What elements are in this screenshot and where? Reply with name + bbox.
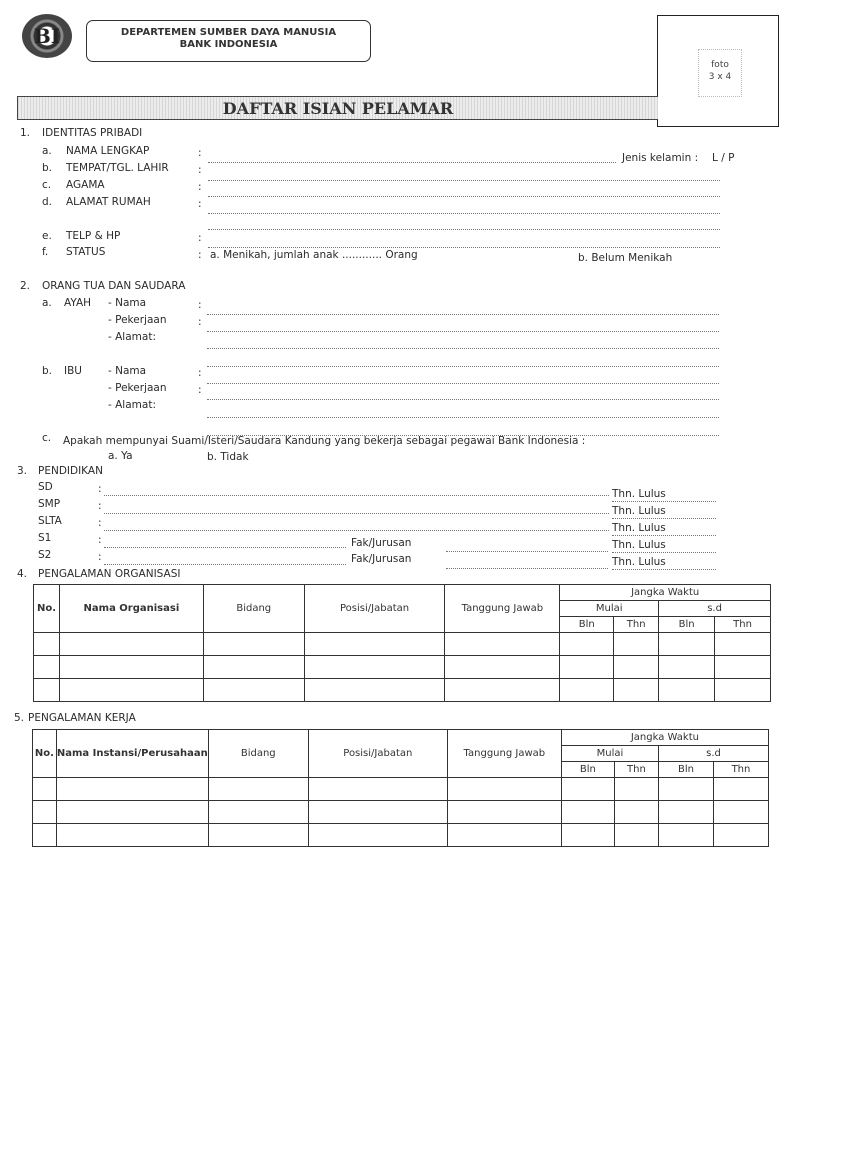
col-no: No. <box>33 730 57 778</box>
item-a-letter: a. <box>42 297 52 309</box>
col-mulai-bln: Bln <box>561 762 614 778</box>
department-name: DEPARTEMEN SUMBER DAYA MANUSIA <box>120 27 337 38</box>
colon: : <box>198 232 202 244</box>
smp-thn-lulus-label: Thn. Lulus <box>612 505 666 517</box>
organization-table <box>33 584 771 702</box>
col-sd-thn: Thn <box>715 617 771 633</box>
ayah-alamat-field[interactable] <box>207 348 719 349</box>
sd-thn-lulus-field[interactable] <box>612 501 716 502</box>
col-bidang: Bidang <box>203 585 304 633</box>
slta-field[interactable] <box>104 530 609 531</box>
colon: : <box>198 367 202 379</box>
ayah-pekerjaan-field[interactable] <box>207 331 719 332</box>
form-title-bar <box>17 96 658 120</box>
photo-placeholder <box>698 49 742 97</box>
col-mulai-thn: Thn <box>614 762 658 778</box>
department-box <box>86 20 371 62</box>
col-mulai: Mulai <box>560 601 659 617</box>
colon: : <box>98 551 102 563</box>
colon: : <box>98 483 102 495</box>
tempat-lahir-label: TEMPAT/TGL. LAHIR <box>66 162 169 174</box>
s1-fak-label: Fak/Jurusan <box>351 537 412 549</box>
table-row[interactable] <box>33 778 769 801</box>
section5-title: PENGALAMAN KERJA <box>28 712 136 724</box>
alamat-rumah-field[interactable] <box>208 213 720 214</box>
section4-number: 4. <box>17 568 28 580</box>
col-sd-bln: Bln <box>659 617 715 633</box>
relatives-option-no[interactable]: b. Tidak <box>207 451 249 463</box>
sd-label: SD <box>38 481 53 493</box>
gender-options[interactable]: L / P <box>712 152 735 164</box>
s2-label: S2 <box>38 549 52 561</box>
ayah-nama-field[interactable] <box>207 314 719 315</box>
colon: : <box>98 500 102 512</box>
colon: : <box>98 534 102 546</box>
status-option-single[interactable]: b. Belum Menikah <box>578 252 673 264</box>
section3-number: 3. <box>17 465 28 477</box>
colon: : <box>198 384 202 396</box>
section3-title: PENDIDIKAN <box>38 465 103 477</box>
slta-thn-lulus-label: Thn. Lulus <box>612 522 666 534</box>
col-nama-organisasi: Nama Organisasi <box>59 585 203 633</box>
colon: : <box>198 299 202 311</box>
ayah-pekerjaan-label: - Pekerjaan <box>108 314 167 326</box>
relatives-question: Apakah mempunyai Suami/Isteri/Saudara Kandung yang bekerja sebagai pegawai Bank Indonesia : <box>63 435 586 447</box>
table-row[interactable] <box>34 633 771 656</box>
photo-box <box>657 15 779 127</box>
s2-thn-lulus-field[interactable] <box>612 569 716 570</box>
telp-hp-field[interactable] <box>208 247 720 248</box>
col-no: No. <box>34 585 60 633</box>
tempat-lahir-field[interactable] <box>208 180 720 181</box>
col-sd-bln: Bln <box>659 762 714 778</box>
work-experience-table <box>32 729 769 847</box>
ibu-nama-field[interactable] <box>207 383 719 384</box>
agama-field[interactable] <box>208 196 720 197</box>
slta-thn-lulus-field[interactable] <box>612 535 716 536</box>
table-row[interactable] <box>34 656 771 679</box>
colon: : <box>98 517 102 529</box>
smp-field[interactable] <box>104 513 609 514</box>
alamat-rumah-label: ALAMAT RUMAH <box>66 196 151 208</box>
table-header-row <box>33 730 769 746</box>
ibu-nama-label: - Nama <box>108 365 147 377</box>
form-title: DAFTAR ISIAN PELAMAR <box>222 99 454 118</box>
s1-label: S1 <box>38 532 52 544</box>
smp-thn-lulus-field[interactable] <box>612 518 716 519</box>
colon: : <box>198 164 202 176</box>
s2-fak-label: Fak/Jurusan <box>351 553 412 565</box>
ayah-nama-label: - Nama <box>108 297 147 309</box>
smp-label: SMP <box>38 498 61 510</box>
s1-fak-field[interactable] <box>446 551 608 552</box>
nama-lengkap-label: NAMA LENGKAP <box>66 145 150 157</box>
telp-hp-label: TELP & HP <box>66 230 121 242</box>
section4-title: PENGALAMAN ORGANISASI <box>38 568 181 580</box>
item-c-letter: c. <box>42 179 52 191</box>
col-mulai-thn: Thn <box>614 617 659 633</box>
col-bidang: Bidang <box>208 730 308 778</box>
colon: : <box>198 181 202 193</box>
col-jangka-waktu: Jangka Waktu <box>561 730 768 746</box>
slta-label: SLTA <box>38 515 62 527</box>
ayah-alamat-label: - Alamat: <box>108 331 156 343</box>
logo-text: BI <box>33 24 61 48</box>
s2-thn-lulus-label: Thn. Lulus <box>612 556 666 568</box>
bank-indonesia-logo <box>22 14 72 58</box>
s2-fak-field[interactable] <box>446 568 608 569</box>
col-sd-thn: Thn <box>713 762 768 778</box>
ibu-pekerjaan-field[interactable] <box>207 399 719 400</box>
item-e-letter: e. <box>42 230 52 242</box>
s2-field[interactable] <box>104 564 346 565</box>
table-row[interactable] <box>33 824 769 847</box>
item-d-letter: d. <box>42 196 53 208</box>
item-c-letter: c. <box>42 432 52 444</box>
section5-number: 5. <box>14 712 25 724</box>
col-sd: s.d <box>659 746 769 762</box>
agama-label: AGAMA <box>66 179 105 191</box>
ibu-pekerjaan-label: - Pekerjaan <box>108 382 167 394</box>
sd-thn-lulus-label: Thn. Lulus <box>612 488 666 500</box>
col-tanggung-jawab: Tanggung Jawab <box>447 730 561 778</box>
section1-number: 1. <box>20 127 31 139</box>
s1-field[interactable] <box>104 547 346 548</box>
colon: : <box>198 198 202 210</box>
col-tanggung-jawab: Tanggung Jawab <box>445 585 560 633</box>
item-f-letter: f. <box>42 246 49 258</box>
col-nama-instansi: Nama Instansi/Perusahaan <box>56 730 208 778</box>
item-a-letter: a. <box>42 145 52 157</box>
table-row[interactable] <box>33 801 769 824</box>
nama-lengkap-field[interactable] <box>208 162 616 163</box>
col-sd: s.d <box>659 601 771 617</box>
colon: : <box>198 249 202 261</box>
status-label: STATUS <box>66 246 106 258</box>
col-posisi: Posisi/Jabatan <box>304 585 445 633</box>
colon: : <box>198 316 202 328</box>
photo-size-label: 3 x 4 <box>708 72 732 82</box>
s1-thn-lulus-field[interactable] <box>612 552 716 553</box>
s1-thn-lulus-label: Thn. Lulus <box>612 539 666 551</box>
col-mulai-bln: Bln <box>560 617 614 633</box>
ibu-alamat-label: - Alamat: <box>108 399 156 411</box>
section2-title: ORANG TUA DAN SAUDARA <box>42 280 186 292</box>
ayah-label: AYAH <box>64 297 92 309</box>
section2-number: 2. <box>20 280 31 292</box>
ibu-label: IBU <box>64 365 82 377</box>
col-posisi: Posisi/Jabatan <box>308 730 447 778</box>
sd-field[interactable] <box>104 495 609 496</box>
col-mulai: Mulai <box>561 746 658 762</box>
table-row[interactable] <box>34 679 771 702</box>
photo-label: foto <box>711 60 729 70</box>
alamat-rumah-field-2[interactable] <box>208 229 720 230</box>
institution-name: BANK INDONESIA <box>179 39 278 50</box>
section1-title: IDENTITAS PRIBADI <box>42 127 143 139</box>
relatives-option-yes[interactable]: a. Ya <box>108 450 133 462</box>
ibu-alamat-field[interactable] <box>207 417 719 418</box>
col-jangka-waktu: Jangka Waktu <box>560 585 771 601</box>
table-header-row <box>34 585 771 601</box>
colon: : <box>198 147 202 159</box>
item-b-letter: b. <box>42 162 53 174</box>
status-option-married[interactable]: a. Menikah, jumlah anak ............ Orang <box>210 249 418 261</box>
gender-label: Jenis kelamin : <box>622 152 699 164</box>
ibu-separator-line <box>207 366 719 367</box>
item-b-letter: b. <box>42 365 53 377</box>
